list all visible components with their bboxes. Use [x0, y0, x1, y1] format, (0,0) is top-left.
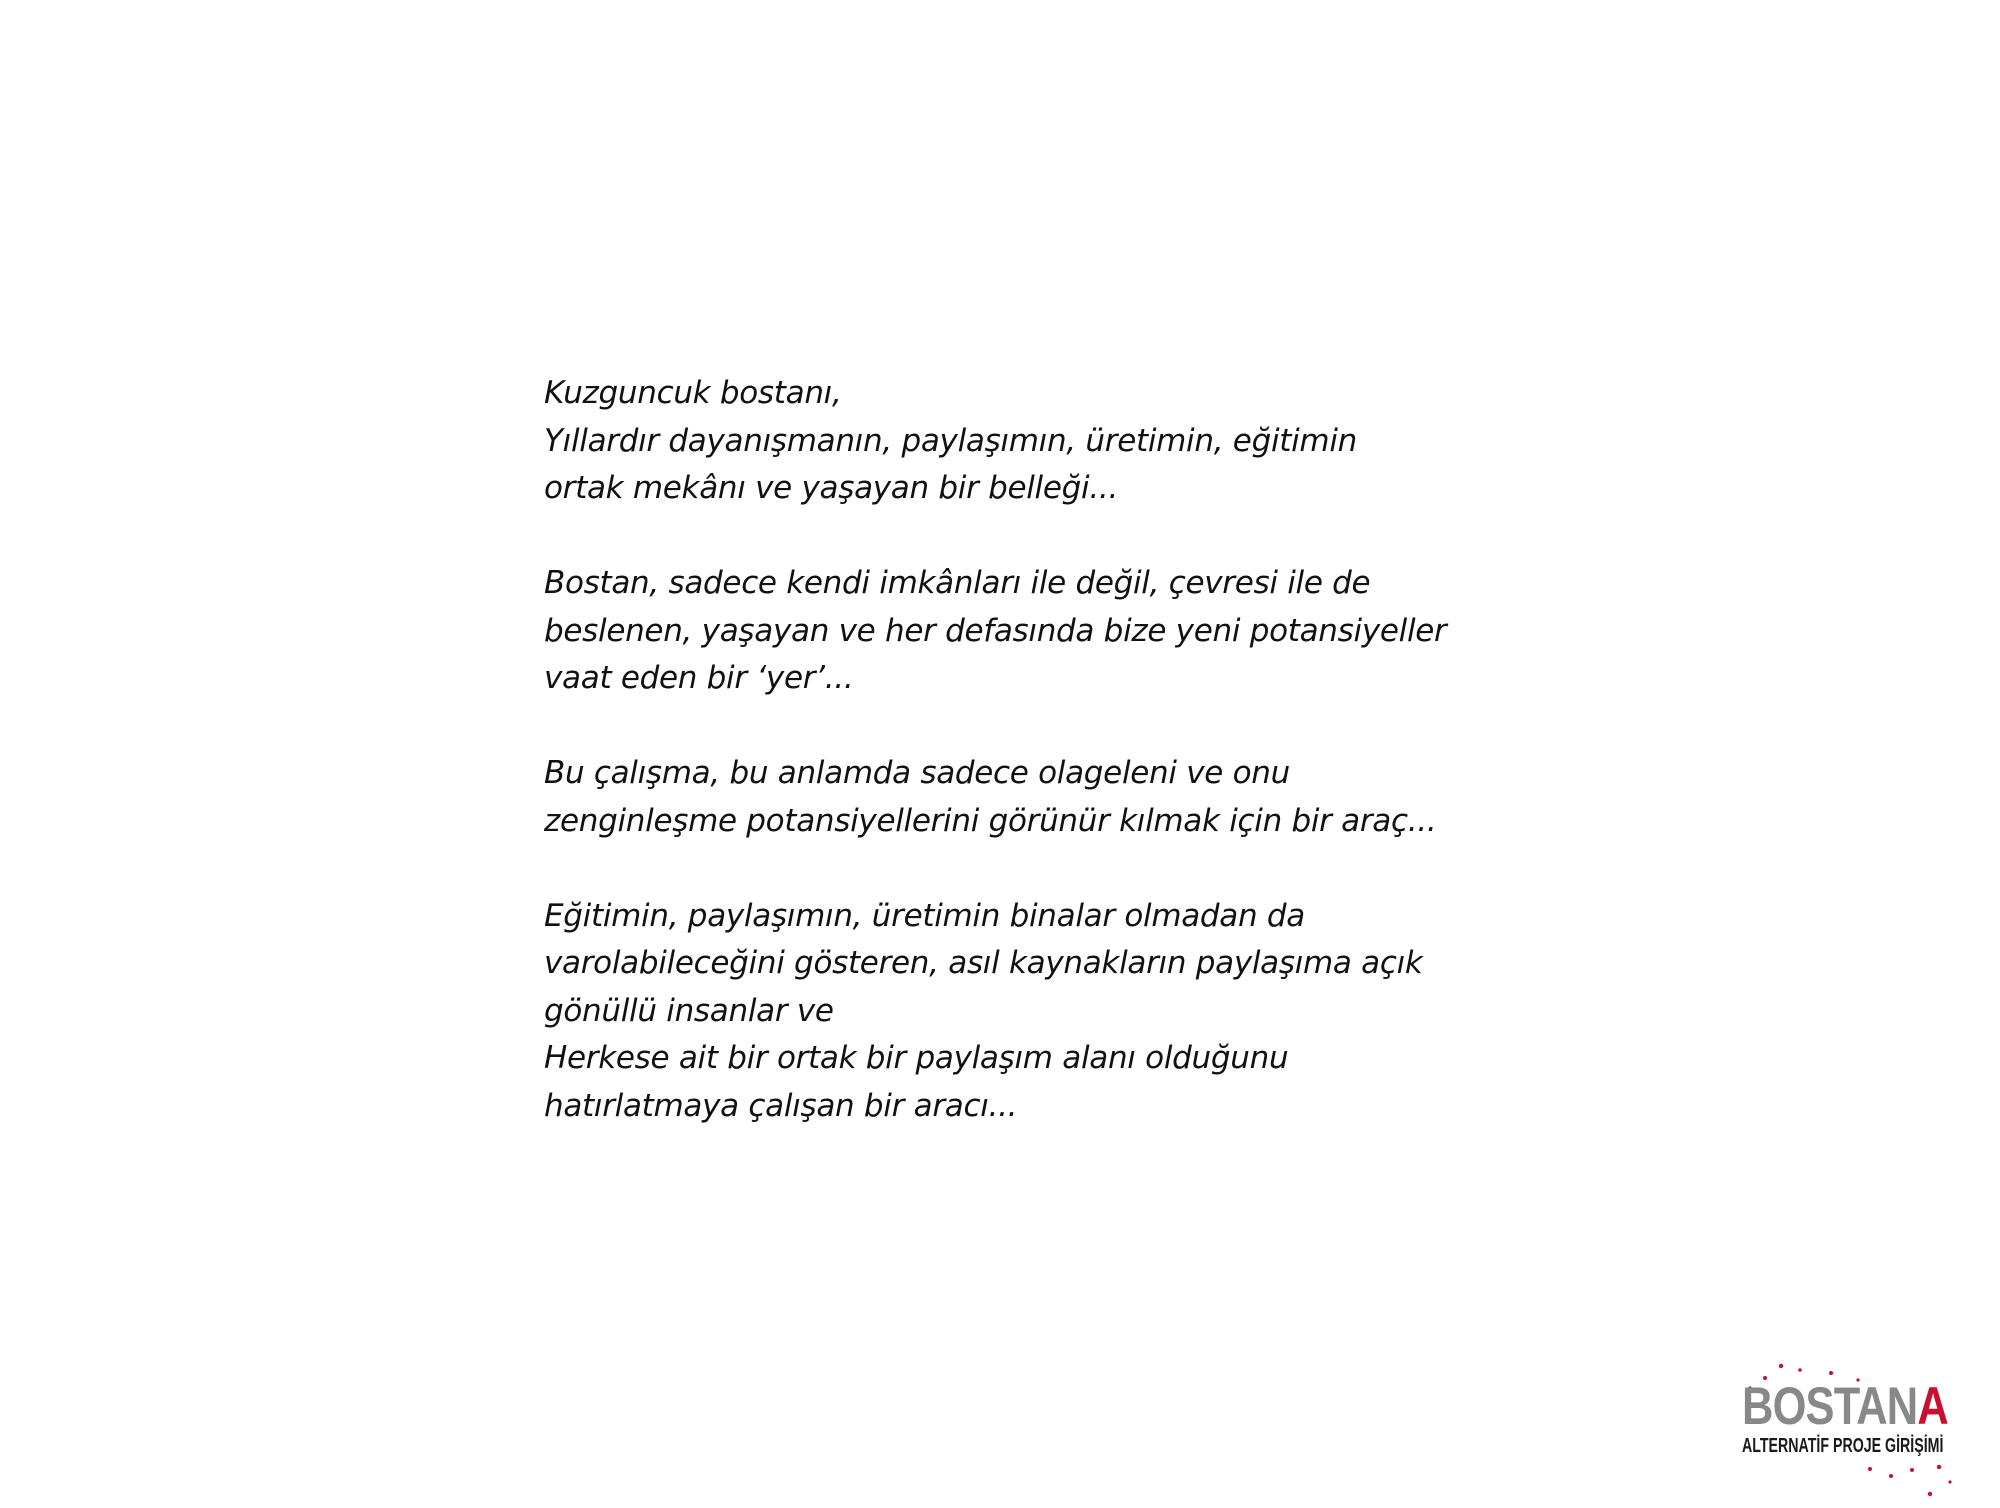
poem-line: Kuzguncuk bostanı,	[544, 375, 842, 411]
poem-line: Herkese ait bir ortak bir paylaşım alanı olduğunu	[544, 1040, 1289, 1076]
poem-line: Bu çalışma, bu anlamda sadece olageleni ve onu	[544, 755, 1290, 791]
poem-line: ortak mekânı ve yaşayan bir belleği...	[544, 470, 1118, 506]
poem-line: Yıllardır dayanışmanın, paylaşımın, üretimin, eğitimin	[544, 422, 1357, 459]
logo-word-main: BOSTAN	[1742, 1377, 1918, 1436]
poem-line: Eğitimin, paylaşımın, üretimin binalar olmadan da	[544, 897, 1305, 934]
poem-line: zenginleşme potansiyellerini görünür kılmak için bir araç...	[544, 802, 1437, 839]
stanza-3	[544, 750, 1544, 845]
poem-line: vaat eden bir ‘yer’...	[544, 660, 854, 696]
bostana-logo	[1738, 1356, 1960, 1508]
logo-subtitle: ALTERNATİF PROJE GİRİŞİMİ	[1742, 1435, 1944, 1457]
poem-line: gönüllü insanlar ve	[544, 992, 834, 1029]
logo-wordmark	[1742, 1377, 1948, 1436]
poem-line: varolabileceğini gösteren, asıl kaynakların paylaşıma açık	[544, 945, 1423, 981]
stanza-1	[544, 370, 1544, 513]
logo-word-accent: A	[1917, 1377, 1948, 1436]
poem-line: hatırlatmaya çalışan bir aracı...	[544, 1087, 1018, 1124]
poem-line: beslenen, yaşayan ve her defasında bize yeni potansiyeller	[544, 612, 1447, 649]
stanza-4	[544, 893, 1544, 1131]
stanza-2	[544, 560, 1544, 703]
poem-line: Bostan, sadece kendi imkânları ile değil, çevresi ile de	[544, 565, 1371, 601]
poem-text	[544, 370, 1544, 1130]
